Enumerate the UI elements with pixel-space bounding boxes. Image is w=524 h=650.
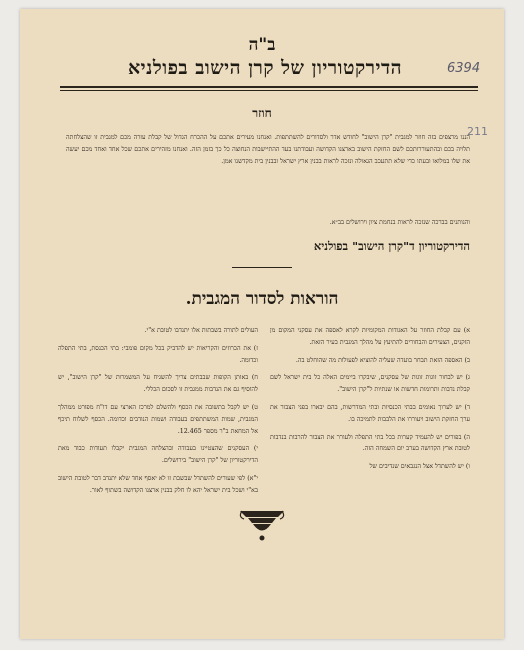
- besiyata-heading: ב"ה: [248, 35, 276, 55]
- instruction-item: ו) יש להשתדל אצל הנגבאים שנדיבים של: [369, 463, 470, 471]
- instructions-right-column: [270, 325, 470, 479]
- instruction-item: ד) יש לערוך נאומים בבתי הכנסיות ובתי המדרשות, בהם יבארו בפני הצבור את ערך החזקת הישוב ויעוררו את הלבבות לתמיכה בו.: [270, 403, 470, 423]
- instruction-item: י"א) לפי שעורים להשתדל שבשבת זו לא יאסף אחד שלא יתנדב דבר לטובת הישוב בא"י ושכל בית ישראל יהא לו חלק בבנין ארצנו הקדושה בשתוף לאור.: [58, 474, 258, 494]
- instruction-item: א) עם קבלת החוזר על האגודות המקומיות לקרא לאספה את עסקני המקום מן הזקנים, הצעירים והבחורים להתיעץ על מהלך המגבית בעיר הזאת.: [270, 327, 470, 346]
- printer-ornament-icon: [238, 507, 286, 543]
- circular-heading: חוזר: [252, 106, 272, 120]
- pencil-catalog-number: 6394: [447, 61, 481, 76]
- instruction-item: ג) יש לבחור זוגות זוגות של עסקנים, שיבקרו ביימים האלה כל בית ישראל לשם קבלת נדבות ותרומות חדשות או שנתיות ל"קרן הישוב".: [270, 374, 470, 394]
- circular-closing: והנותנים בברכה שנזכה לראות בנחמת ציון וירושלים בב״א.: [329, 219, 470, 226]
- instruction-item: העולים לתורה בשבתות אלו יתנדבו לטובת א"י.: [144, 327, 258, 334]
- instruction-item: ח) באותן הקופות שבבתים צריך להשגיח על המשמרות של "קרן הישוב", יש להוסיף גם את הנדבות ממגבית זו לסכום הכללי.: [58, 374, 258, 394]
- instruction-item: י) העסקנים שהצטיינו בעבודה ובהצלחה המגבית יקבלו תעודות כבוד מאת הדירקטוריון של "קרן הישוב" בירושלים.: [58, 445, 258, 465]
- circular-body: הננו מרצפים בזה חוזר למגבית "קרן הישוב" לחודש אדר ולסדורים להשתתפות. ואנחנו מעירים אתכם על ההכרח הגדול של קבלת עזרה מכם למגבית זו שהצלחתה תלויה בכם ובהתעוררותכם לשם החזקת הישוב בארצנו הקדושה ועבודתנו בעד ההתיישבות הנחוצה כל כך בזמן הזה. ואנחנו מזהירים אתכם שכל אחד ואחד מכם יעשה את שלו במלואו ובעתו כדי שלא תתעכב הגאולה ונזכה לראות בבנין ארץ ישראל ובבנין בית מקדשנו אמן.: [66, 134, 470, 165]
- section-divider: [232, 267, 292, 268]
- title-rule-thick: [60, 86, 478, 88]
- instruction-item: ב) האספה הזאת תבחר בועדה שעליה להוציא לפעולות מה שהוחלט בה.: [295, 356, 470, 364]
- title-rule-thin: [60, 90, 478, 91]
- signature: הדירקטוריון ד"קרן הישוב" בפולניא: [313, 239, 470, 253]
- instruction-item: ה) בפורים יש להעמיד קערות בכל בתי התפלה ולעורר את הצבור להרבות בנדבות לטובת ארץ הקדושה בערב יום השמחה הזה.: [270, 433, 470, 453]
- document-page: [20, 9, 504, 639]
- document-title: הדירקטוריון של קרן הישוב בפולניא: [127, 57, 403, 79]
- instructions-heading: הוראות לסדור המגבית.: [185, 289, 339, 309]
- instruction-item: ט) יש לקבל בתשובה את הכסף ולהשלם למרכז הארצי עם דו"ח מפורט ממהלך המגבית, שמות המשתתפים בעבודה ושמות הנודבים וכדומה. הכסף לשלוח תיכף אל המחאת ב"ר מספר 12.465.: [58, 403, 258, 435]
- instruction-item: ז) את הכרוזים והקריאות יש להדביק בכל מקום פומבי: בתי הכנסת, בתי התפלה וכדומה.: [58, 344, 258, 364]
- instructions-left-column: [58, 325, 258, 503]
- pencil-page-number: 211: [467, 125, 488, 138]
